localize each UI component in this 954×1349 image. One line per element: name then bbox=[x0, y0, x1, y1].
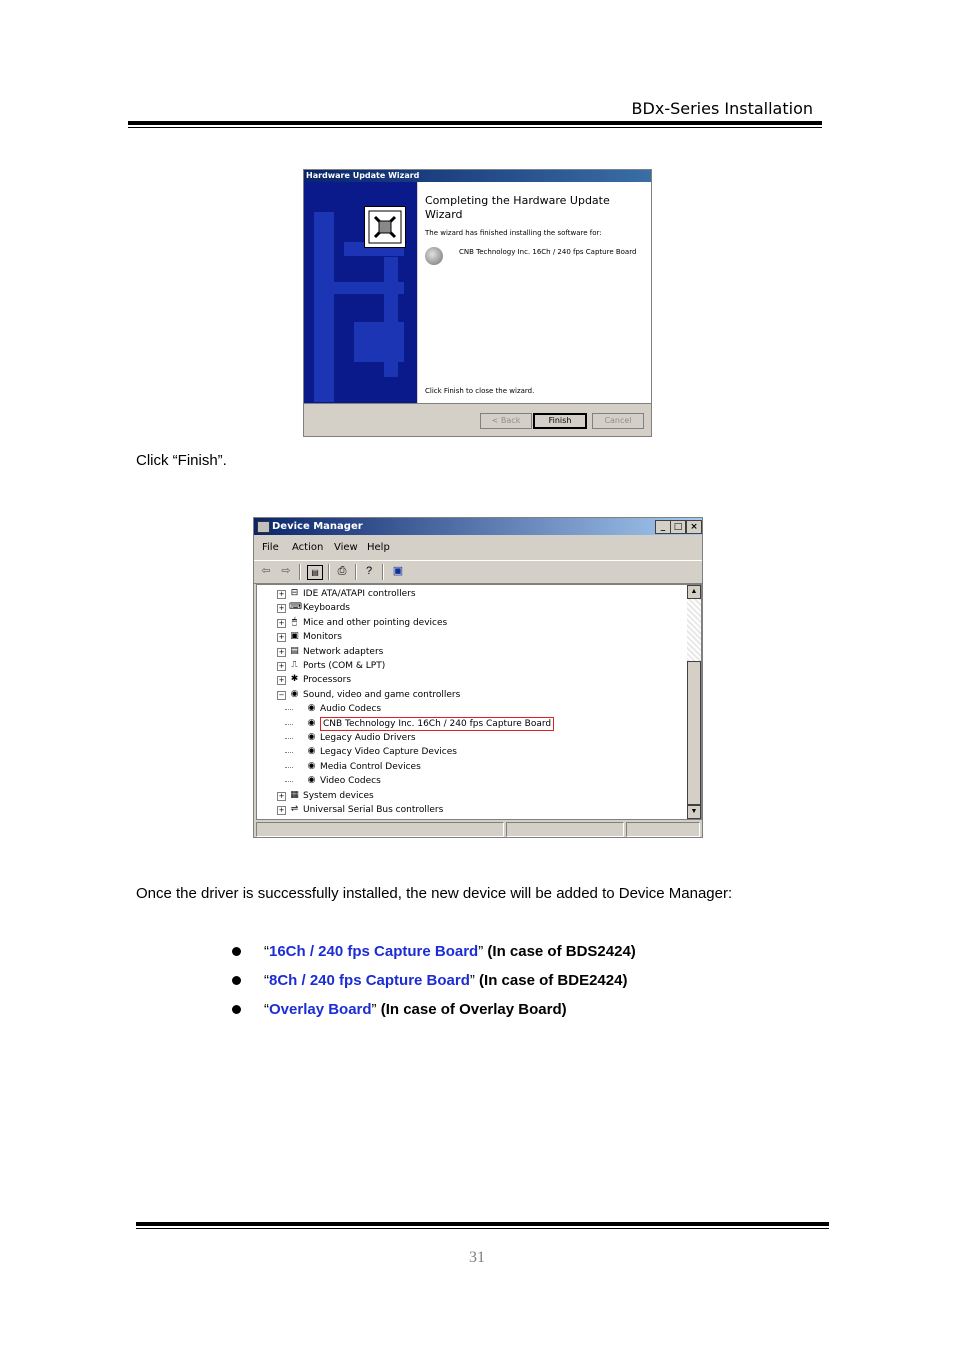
tree-item-label: Ports (COM & LPT) bbox=[303, 661, 386, 671]
toolbar-separator bbox=[299, 564, 301, 580]
tree-item-label: Monitors bbox=[303, 632, 342, 643]
tree-item-label: Sound, video and game controllers bbox=[303, 689, 461, 700]
cancel-button[interactable]: Cancel bbox=[592, 413, 644, 429]
back-arrow-icon[interactable]: ⇦ bbox=[261, 565, 271, 577]
page-header-title: BDx-Series Installation bbox=[631, 99, 813, 118]
tree-category-row[interactable] bbox=[257, 789, 677, 803]
speaker-icon: ◉ bbox=[307, 775, 316, 786]
expand-icon[interactable]: + bbox=[278, 604, 285, 613]
tree-item-label: Audio Codecs bbox=[320, 704, 382, 715]
usb-icon: ⇌ bbox=[290, 804, 299, 814]
bullet-link: 8Ch / 240 fps Capture Board bbox=[269, 972, 470, 989]
keyboard-icon: ⌨ bbox=[289, 602, 302, 613]
processor-icon: ✱ bbox=[290, 674, 299, 685]
wizard-content-panel bbox=[418, 182, 651, 403]
tree-item-label: Mice and other pointing devices bbox=[303, 617, 448, 628]
tree-device-row[interactable] bbox=[257, 717, 677, 731]
tree-device-row[interactable] bbox=[257, 731, 677, 745]
bullet-link: Overlay Board bbox=[269, 1001, 372, 1018]
footer-rule-thin bbox=[136, 1228, 829, 1229]
port-icon: ⎍ bbox=[291, 660, 298, 670]
tree-connector bbox=[285, 767, 293, 768]
tree-device-row[interactable] bbox=[257, 774, 677, 788]
scroll-down-arrow-icon[interactable]: ▼ bbox=[687, 805, 701, 819]
scan-hardware-icon[interactable]: ▣ bbox=[392, 565, 404, 577]
help-icon[interactable]: ? bbox=[365, 565, 373, 577]
tree-category-row[interactable] bbox=[257, 587, 677, 601]
tree-category-row[interactable] bbox=[257, 803, 677, 817]
speaker-icon: ◉ bbox=[307, 703, 316, 714]
caption-driver-installed: Once the driver is successfully installed, the new device will be added to Device Manager: bbox=[136, 885, 733, 902]
device-manager-window bbox=[253, 517, 703, 838]
toolbar-separator bbox=[382, 564, 384, 580]
tree-device-row[interactable] bbox=[257, 702, 677, 716]
tree-item-label: Legacy Video Capture Devices bbox=[320, 747, 457, 758]
toolbar-separator bbox=[355, 564, 357, 580]
drive-icon: ⊟ bbox=[290, 588, 299, 598]
monitor-icon: ▣ bbox=[290, 631, 299, 642]
bullet-icon bbox=[232, 947, 241, 956]
tree-connector bbox=[285, 752, 293, 753]
tree-item-label: IDE ATA/ATAPI controllers bbox=[303, 589, 416, 599]
page-number: 31 bbox=[469, 1249, 485, 1266]
mouse-icon: 🖱 bbox=[291, 616, 298, 627]
device-tree bbox=[256, 584, 702, 820]
tree-category-row[interactable] bbox=[257, 601, 677, 615]
tree-item-label: System devices bbox=[303, 790, 374, 801]
expand-icon[interactable]: + bbox=[278, 590, 285, 598]
speaker-icon: ◉ bbox=[307, 760, 316, 771]
hardware-wizard-icon bbox=[364, 206, 406, 248]
wizard-side-banner bbox=[304, 182, 417, 403]
back-button[interactable]: < Back bbox=[480, 413, 532, 429]
wizard-title-bar: Hardware Update Wizard bbox=[304, 170, 651, 182]
device-manager-menu-bar bbox=[254, 538, 702, 558]
speaker-icon bbox=[425, 247, 443, 265]
tree-item-label: Processors bbox=[303, 675, 352, 686]
footer-rule bbox=[136, 1222, 829, 1226]
tree-category-row[interactable] bbox=[257, 688, 677, 702]
tree-item-label: CNB Technology Inc. 16Ch / 240 fps Capture Board bbox=[320, 717, 554, 731]
expand-icon[interactable]: + bbox=[278, 676, 285, 685]
tree-item-label: Video Codecs bbox=[320, 776, 381, 787]
device-manager-title: Device Manager bbox=[272, 521, 363, 532]
bullet-link: 16Ch / 240 fps Capture Board bbox=[269, 943, 479, 960]
tree-item-label: Universal Serial Bus controllers bbox=[303, 805, 444, 815]
finish-button[interactable]: Finish bbox=[533, 413, 587, 429]
tree-item-label: Media Control Devices bbox=[320, 761, 421, 772]
scroll-up-arrow-icon[interactable]: ▲ bbox=[687, 585, 701, 599]
tree-category-row[interactable] bbox=[257, 616, 677, 630]
tree-scrollbar[interactable] bbox=[687, 585, 701, 819]
tree-category-row[interactable] bbox=[257, 630, 677, 644]
wizard-separator bbox=[304, 403, 651, 404]
wizard-finish-hint: Click Finish to close the wizard. bbox=[425, 387, 535, 395]
wizard-device-name: CNB Technology Inc. 16Ch / 240 fps Capture Board bbox=[459, 248, 637, 256]
tree-item-label: Legacy Audio Drivers bbox=[320, 733, 416, 743]
tree-connector bbox=[285, 738, 293, 739]
caption-click-finish: Click “Finish”. bbox=[136, 452, 227, 469]
expand-icon[interactable]: + bbox=[278, 806, 285, 814]
bullet-icon bbox=[232, 976, 241, 985]
toolbar-separator bbox=[328, 564, 330, 580]
tree-category-row[interactable] bbox=[257, 659, 677, 673]
tree-device-row[interactable] bbox=[257, 760, 677, 774]
speaker-icon: ◉ bbox=[307, 732, 316, 742]
tree-category-row[interactable] bbox=[257, 645, 677, 659]
scroll-thumb[interactable] bbox=[687, 661, 701, 805]
properties-icon[interactable]: ▤ bbox=[307, 565, 323, 580]
speaker-icon: ◉ bbox=[307, 717, 316, 728]
device-manager-status-bar bbox=[254, 820, 702, 837]
expand-icon[interactable]: + bbox=[278, 791, 285, 800]
speaker-icon: ◉ bbox=[290, 688, 299, 699]
computer-icon bbox=[257, 521, 270, 533]
expand-icon[interactable]: + bbox=[278, 647, 285, 656]
header-rule-thin bbox=[128, 127, 822, 128]
menu-view[interactable]: View bbox=[334, 542, 358, 553]
print-icon[interactable]: ⎙ bbox=[337, 565, 347, 577]
forward-arrow-icon[interactable]: ⇨ bbox=[281, 565, 291, 577]
bullet-icon bbox=[232, 1005, 241, 1014]
network-icon: ▤ bbox=[290, 645, 299, 656]
expand-icon[interactable]: + bbox=[278, 618, 285, 627]
tree-connector bbox=[285, 781, 293, 782]
expand-icon[interactable]: + bbox=[278, 633, 285, 642]
device-manager-toolbar bbox=[254, 560, 702, 584]
speaker-icon: ◉ bbox=[307, 746, 316, 757]
tree-connector bbox=[285, 724, 293, 725]
tree-device-row[interactable] bbox=[257, 745, 677, 759]
wizard-heading: Completing the Hardware Update Wizard bbox=[425, 194, 610, 221]
expand-icon[interactable]: + bbox=[278, 662, 285, 670]
close-button[interactable]: × bbox=[686, 520, 702, 534]
minimize-button[interactable]: _ bbox=[655, 520, 671, 534]
menu-help[interactable]: Help bbox=[367, 542, 390, 553]
header-rule bbox=[128, 121, 822, 125]
tree-connector bbox=[285, 709, 293, 710]
device-manager-title-bar bbox=[254, 518, 702, 535]
menu-action[interactable]: Action bbox=[292, 542, 324, 553]
wizard-intro-text: The wizard has finished installing the software for: bbox=[425, 229, 602, 237]
hardware-update-wizard bbox=[303, 169, 652, 437]
tree-item-label: Network adapters bbox=[303, 646, 384, 657]
maximize-button[interactable]: □ bbox=[670, 520, 686, 534]
menu-file[interactable]: File bbox=[262, 542, 279, 553]
collapse-icon[interactable]: − bbox=[278, 690, 285, 699]
system-icon: ▦ bbox=[290, 789, 299, 800]
tree-item-label: Keyboards bbox=[303, 603, 350, 614]
tree-category-row[interactable] bbox=[257, 673, 677, 687]
